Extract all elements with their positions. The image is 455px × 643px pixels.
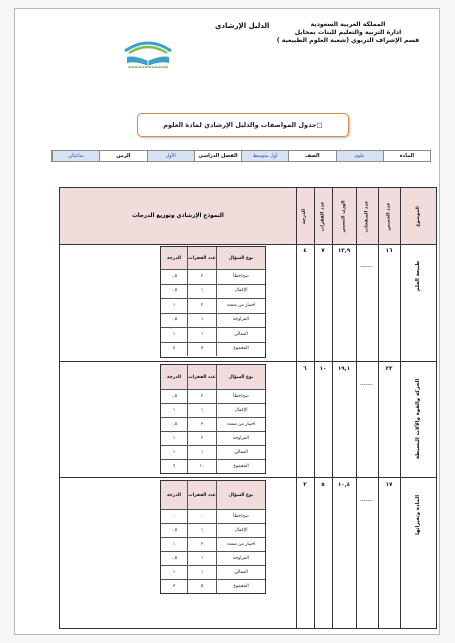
- inner-table: [160, 364, 266, 474]
- inner-header-grade: الدرجة: [161, 365, 187, 389]
- col-divider: [296, 188, 297, 628]
- table-row: الإكمال ١ ٠,٥: [161, 284, 265, 300]
- inner-header-row: [161, 247, 265, 270]
- info-value-term: الأول: [147, 151, 194, 161]
- table-row: المزاوجة ١ ٠,٥: [161, 551, 265, 566]
- info-label-grade: الصف: [288, 151, 335, 161]
- inner-header-type: نوع السؤال: [216, 481, 265, 509]
- table-row: المقالي ١ ١: [161, 445, 265, 460]
- topic-cell: المادة وتغيراتها: [415, 494, 421, 536]
- info-value-subject: علوم: [336, 151, 383, 161]
- inner-header-count: عدد الفقرات: [187, 247, 216, 269]
- guide-title: الدليل الإرشادي: [215, 22, 270, 30]
- inner-header-grade: الدرجة: [161, 481, 187, 509]
- table-row: المزاوجة ٢ ١: [161, 431, 265, 446]
- inner-header-count: عدد الفقرات: [187, 365, 216, 389]
- pages-dashes: -------: [360, 382, 373, 388]
- inner-header-count: عدد الفقرات: [187, 481, 216, 509]
- header-pages: عدد الصفحات: [364, 200, 370, 232]
- table-row: المجموع ٧ ٤: [161, 342, 265, 357]
- model-header: النموذج الإرشادي وتوزيع الدرجات: [132, 213, 224, 219]
- weight-cell: ١٣,٩: [337, 248, 351, 254]
- info-label-term: الفصل الدراسي: [194, 151, 241, 161]
- header-items: عدد الفقرات: [320, 201, 326, 231]
- header-grade: الدرجة: [302, 208, 308, 224]
- inner-table: [160, 480, 266, 594]
- lessons-cell: ١٦: [385, 248, 393, 254]
- table-row: المقالي ١ ١: [161, 327, 265, 343]
- topic-cell: طبيعة العلم: [414, 260, 421, 292]
- grade-cell: ٣: [303, 482, 307, 488]
- inner-header-row: [161, 365, 265, 390]
- kingdom-text: المملكة العربية السعودية: [310, 21, 386, 28]
- info-label-time: الزمن: [99, 151, 146, 161]
- topic-cell: الحركة والقوة والآلات البسيطة: [415, 378, 421, 460]
- header-lessons: عدد الحصص: [386, 201, 392, 231]
- table-row: الإكمال ١ ١: [161, 403, 265, 418]
- header-block: [273, 21, 423, 45]
- weight-cell: ١٩,١: [337, 366, 351, 372]
- col-divider: [356, 188, 357, 628]
- inner-header-type: نوع السؤال: [216, 247, 265, 269]
- section-divider: [60, 477, 436, 478]
- grade-cell: ٤: [303, 248, 307, 254]
- header-relative-weight: الوزن النسبي: [341, 199, 347, 233]
- table-row: صح/خطأ - -: [161, 509, 265, 524]
- table-row: المزاوجة ١ ٠,٥: [161, 313, 265, 329]
- items-cell: ١٠: [319, 366, 327, 372]
- department-text: قسم الإشراف التربوي (شعبة العلوم الطبيعية ): [276, 37, 420, 44]
- document-page: [14, 8, 440, 635]
- spec-table: [59, 187, 437, 629]
- table-row: صح/خطأ ٢ ٠,٥: [161, 389, 265, 404]
- table-row: اختيار من متعدد ٣ ٠,٥: [161, 417, 265, 432]
- grade-cell: ٦: [303, 366, 307, 372]
- table-row: اختيار من متعدد ٢ ١: [161, 298, 265, 314]
- table-row: المجموع ١٠ ٦: [161, 459, 265, 473]
- inner-header-type: نوع السؤال: [216, 365, 265, 389]
- info-label-subject: المادة: [383, 151, 430, 161]
- logo-caption: ▬▬▬▬▬▬▬▬▬▬▬▬: [127, 65, 169, 69]
- items-cell: ٧: [321, 248, 325, 254]
- info-value-time: ساعتان: [52, 151, 99, 161]
- table-row: اختيار من متعدد ٢ ١: [161, 537, 265, 552]
- section-divider: [60, 361, 436, 362]
- col-divider: [314, 188, 315, 628]
- pages-dashes: -------: [360, 264, 373, 270]
- directorate-text: ادارة التربية والتعليم للبنات بمحايل: [294, 29, 402, 36]
- inner-header-row: [161, 481, 265, 510]
- table-row: المجموع ٥ ٣: [161, 579, 265, 593]
- lessons-cell: ٢٣: [385, 366, 393, 372]
- col-divider: [332, 188, 333, 628]
- inner-header-grade: الدرجة: [161, 247, 187, 269]
- col-divider: [378, 188, 379, 628]
- table-row: الإكمال ١ ٠,٥: [161, 523, 265, 538]
- inner-table: [160, 246, 266, 358]
- pages-dashes: -------: [360, 498, 373, 504]
- table-row: صح/خطأ ٢ ٠,٥: [161, 269, 265, 285]
- table-row: المقالي ١ ١: [161, 565, 265, 580]
- weight-cell: ١٠,٤: [337, 482, 351, 488]
- info-value-grade: أول متوسط: [241, 151, 288, 161]
- header-topic: الموضوع: [415, 205, 421, 227]
- main-title: جدول المواصفات والدليل الإرشادي لمادة العلوم□: [137, 113, 349, 137]
- lessons-cell: ١٧: [385, 482, 393, 488]
- ministry-logo: [105, 31, 191, 77]
- info-row: [51, 150, 431, 162]
- items-cell: ٥: [321, 482, 325, 488]
